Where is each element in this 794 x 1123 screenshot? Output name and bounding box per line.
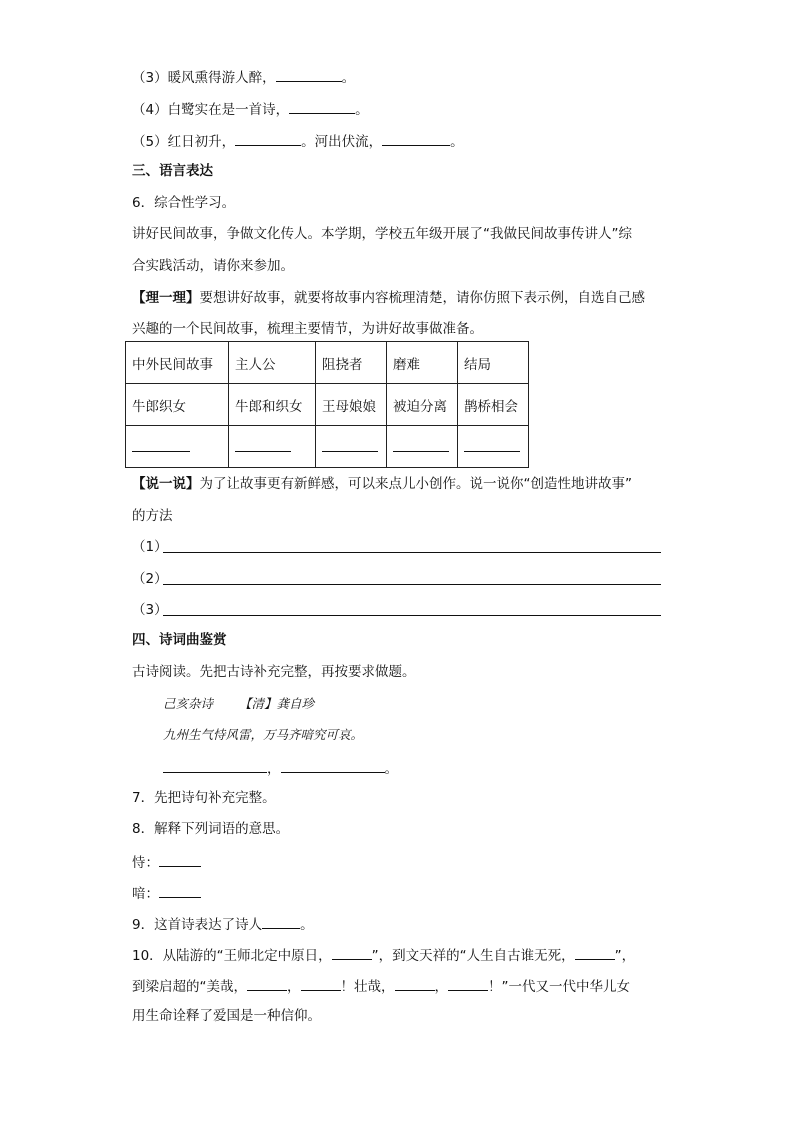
answer-blank[interactable]: [262, 913, 300, 929]
say-item-1-answer-line[interactable]: [163, 552, 661, 553]
table-header-cell: 中外民间故事: [126, 342, 229, 384]
table-header-cell: 结局: [458, 342, 529, 384]
poem-line-1: 九州生气恃风雷，万马齐喑究可哀。: [163, 727, 364, 742]
table-cell: 王母娘娘: [316, 384, 387, 426]
table-header-row: [126, 342, 529, 384]
answer-blank[interactable]: [575, 944, 615, 960]
answer-blank[interactable]: [322, 437, 378, 452]
answer-blank[interactable]: [163, 757, 267, 773]
say-item-3-label: （3）: [132, 602, 168, 618]
say-item-1-label: （1）: [132, 539, 168, 555]
answer-blank[interactable]: [132, 437, 190, 452]
poem-heading: [163, 694, 314, 714]
q6-sort-line-2: 兴趣的一个民间故事，梳理主要情节，为讲好故事做准备。: [132, 321, 483, 337]
answer-blank[interactable]: [281, 757, 385, 773]
answer-blank[interactable]: [332, 944, 372, 960]
table-answer-cell[interactable]: [126, 426, 229, 468]
q5-item-5: （5）红日初升， 。河出伏流， 。: [132, 130, 464, 152]
q5-item-4-text: （4）白鹭实在是一首诗，: [132, 102, 290, 118]
answer-blank[interactable]: [393, 437, 449, 452]
say-item-2-label: （2）: [132, 571, 168, 587]
poem-author: 【清】龚自珍: [238, 696, 314, 711]
table-cell: 牛郎织女: [126, 384, 229, 426]
q6-intro-line-1: 讲好民间故事，争做文化传人。本学期，学校五年级开展了“我做民间故事传讲人”综: [132, 226, 632, 242]
q5-item-3-text: （3）暖风熏得游人醉，: [132, 70, 276, 86]
story-table: [125, 341, 529, 468]
answer-blank[interactable]: [159, 851, 201, 867]
q7: 7．先把诗句补充完整。: [132, 790, 276, 806]
q10-line-3: 用生命诠释了爱国是一种信仰。: [132, 1008, 321, 1024]
q6-sort-line-1: 【理一理】要想讲好故事，就要将故事内容梳理清楚，请你仿照下表示例，自选自己感: [132, 290, 645, 306]
answer-blank[interactable]: [301, 975, 341, 991]
table-header-cell: 阻挠者: [316, 342, 387, 384]
table-answer-cell[interactable]: [387, 426, 458, 468]
answer-blank[interactable]: [382, 130, 450, 146]
poem-line-2: ， 。: [163, 757, 398, 779]
table-answer-row: [126, 426, 529, 468]
answer-blank[interactable]: [395, 975, 435, 991]
q10-line-2: 到梁启超的“美哉， ， ！壮哉， ， ！”一代又一代中华儿女: [132, 975, 630, 997]
q8-item-a: 恃：: [132, 851, 201, 873]
answer-blank[interactable]: [235, 130, 301, 146]
answer-blank[interactable]: [464, 437, 520, 452]
say-item-2-answer-line[interactable]: [163, 584, 661, 585]
answer-blank[interactable]: [448, 975, 488, 991]
table-header-cell: 磨难: [387, 342, 458, 384]
section-heading-language: 三、语言表达: [132, 163, 213, 179]
poem-title: 己亥杂诗: [163, 696, 214, 711]
table-example-row: [126, 384, 529, 426]
table-answer-cell[interactable]: [316, 426, 387, 468]
section-heading-poetry: 四、诗词曲鉴赏: [132, 632, 227, 648]
table-cell: 牛郎和织女: [229, 384, 316, 426]
table-answer-cell[interactable]: [458, 426, 529, 468]
say-label: 【说一说】: [132, 476, 200, 492]
answer-blank[interactable]: [247, 975, 287, 991]
answer-blank[interactable]: [159, 882, 201, 898]
sort-label: 【理一理】: [132, 290, 200, 306]
table-answer-cell[interactable]: [229, 426, 316, 468]
q5-item-3: （3）暖风熏得游人醉， 。: [132, 66, 355, 88]
q5-item-4: （4）白鹭实在是一首诗， 。: [132, 98, 369, 120]
say-item-3-answer-line[interactable]: [163, 615, 661, 616]
q6-title: 6．综合性学习。: [132, 195, 236, 211]
q6-say-line-2: 的方法: [132, 508, 173, 524]
poetry-intro: 古诗阅读。先把古诗补充完整，再按要求做题。: [132, 664, 416, 680]
table-cell: 被迫分离: [387, 384, 458, 426]
table-cell: 鹊桥相会: [458, 384, 529, 426]
q8-item-b: 喑：: [132, 882, 201, 904]
answer-blank[interactable]: [235, 437, 291, 452]
table-header-cell: 主人公: [229, 342, 316, 384]
q6-say-line-1: 【说一说】为了让故事更有新鲜感，可以来点儿小创作。说一说你“创造性地讲故事”: [132, 476, 632, 492]
answer-blank[interactable]: [276, 66, 342, 82]
answer-blank[interactable]: [289, 98, 355, 114]
q9: 9．这首诗表达了诗人 。: [132, 913, 314, 935]
q6-intro-line-2: 合实践活动，请你来参加。: [132, 258, 294, 274]
q10-line-1: 10．从陆游的“王师北定中原日， ”，到文天祥的“人生自古谁无死， ”，: [132, 944, 635, 966]
q8: 8．解释下列词语的意思。: [132, 821, 290, 837]
